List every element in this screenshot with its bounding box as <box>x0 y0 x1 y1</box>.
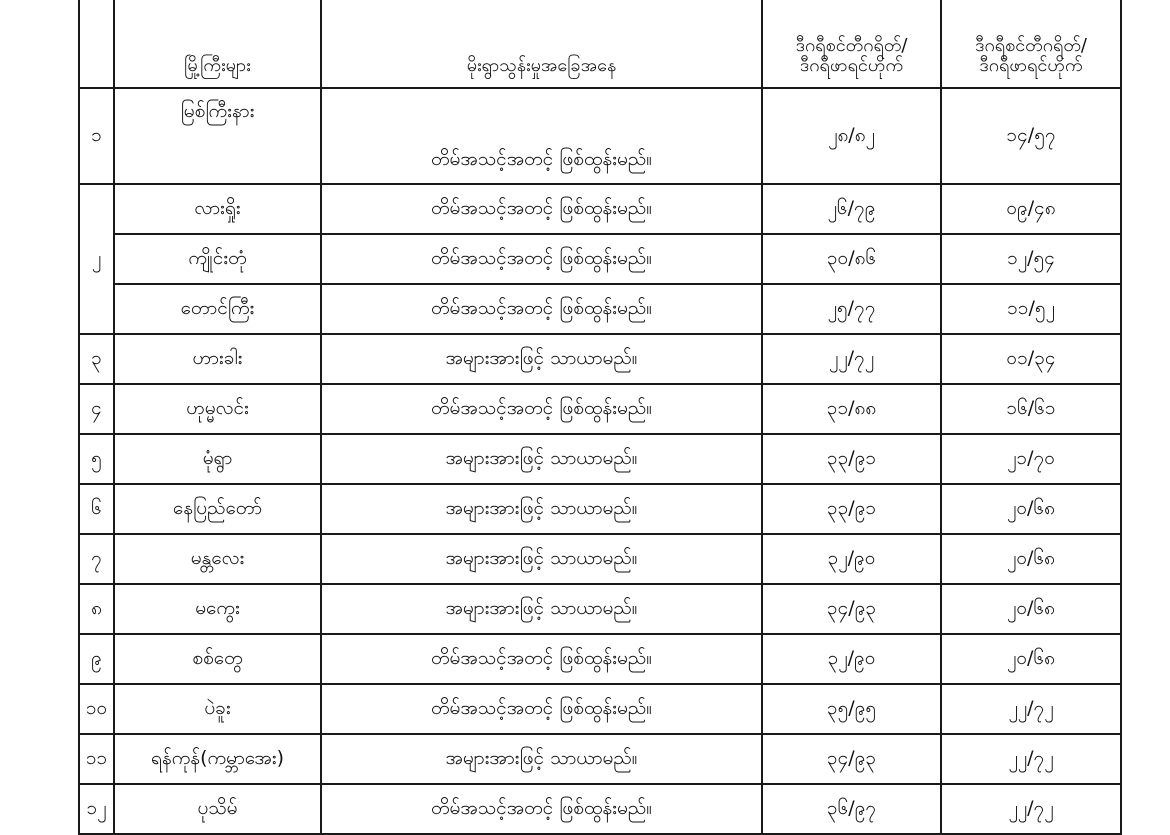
max-temp: ၃၂/၉၀ <box>762 634 941 684</box>
table-row <box>79 234 1121 284</box>
max-temp: ၃၁/၈၈ <box>762 384 941 434</box>
min-temp: ၁၄/၅၇ <box>941 88 1121 184</box>
max-temp: ၃၀/၈၆ <box>762 234 941 284</box>
forecast-text: တိမ်အသင့်အတင့် ဖြစ်ထွန်းမည်။ <box>321 684 762 734</box>
header-city: မြို့ကြီးများ <box>114 0 321 88</box>
city-name: ကျိုင်းတုံ <box>114 234 321 284</box>
header-max-unit-2: ဒီဂရီဖာရင်ဟိုက် <box>799 55 904 77</box>
min-temp: ၂၂/၇၂ <box>941 684 1121 734</box>
forecast-text: တိမ်အသင့်အတင့် ဖြစ်ထွန်းမည်။ <box>321 88 762 184</box>
table-row <box>79 584 1121 634</box>
max-temp: ၂၅/၇၇ <box>762 284 941 334</box>
forecast-text: အများအားဖြင့် သာယာမည်။ <box>321 734 762 784</box>
table-row <box>79 784 1121 834</box>
forecast-text: အများအားဖြင့် သာယာမည်။ <box>321 484 762 534</box>
min-temp: ၁၂/၅၄ <box>941 234 1121 284</box>
min-temp: ၂၂/၇၂ <box>941 784 1121 834</box>
min-temp: ၂၁/၇၀ <box>941 434 1121 484</box>
city-name: ရန်ကုန်(ကမ္ဘာအေး) <box>114 734 321 784</box>
max-temp: ၃၃/၉၁ <box>762 434 941 484</box>
row-number: ၄ <box>79 384 114 434</box>
table-row <box>79 434 1121 484</box>
min-temp: ၁၆/၆၁ <box>941 384 1121 434</box>
city-name: မုံရွာ <box>114 434 321 484</box>
city-name: တောင်ကြီး <box>114 284 321 334</box>
row-number: ၁ <box>79 88 114 184</box>
row-number: ၁၂ <box>79 784 114 834</box>
table-header-row <box>79 0 1121 88</box>
city-name: စစ်တွေ <box>114 634 321 684</box>
city-name: ဟုမ္မလင်း <box>114 384 321 434</box>
city-name: မြစ်ကြီးနား <box>114 88 321 184</box>
city-name: မန္တလေး <box>114 534 321 584</box>
max-temp: ၃၂/၉၀ <box>762 534 941 584</box>
forecast-text: အများအားဖြင့် သာယာမည်။ <box>321 434 762 484</box>
table-row <box>79 484 1121 534</box>
min-temp: ၀၉/၄၈ <box>941 184 1121 234</box>
min-temp: ၂၀/၆၈ <box>941 584 1121 634</box>
table-row <box>79 88 1121 184</box>
min-temp: ၁၁/၅၂ <box>941 284 1121 334</box>
city-name: ပုသိမ် <box>114 784 321 834</box>
max-temp: ၃၅/၉၅ <box>762 684 941 734</box>
max-temp: ၃၆/၉၇ <box>762 784 941 834</box>
table-row <box>79 384 1121 434</box>
row-number: ၉ <box>79 634 114 684</box>
forecast-text: တိမ်အသင့်အတင့် ဖြစ်ထွန်းမည်။ <box>321 634 762 684</box>
table-row <box>79 284 1121 334</box>
row-number: ၃ <box>79 334 114 384</box>
row-number: ၂ <box>79 184 114 334</box>
city-name: ဟားခါး <box>114 334 321 384</box>
max-temp: ၂၂/၇၂ <box>762 334 941 384</box>
row-number: ၁၁ <box>79 734 114 784</box>
min-temp: ၂၂/၇၂ <box>941 734 1121 784</box>
row-number: ၆ <box>79 484 114 534</box>
header-min-temp <box>941 0 1121 88</box>
forecast-text: အများအားဖြင့် သာယာမည်။ <box>321 334 762 384</box>
row-number: ၈ <box>79 584 114 634</box>
forecast-text: အများအားဖြင့် သာယာမည်။ <box>321 534 762 584</box>
max-temp: ၂၆/၇၉ <box>762 184 941 234</box>
table-row <box>79 534 1121 584</box>
min-temp: ၂၀/၆၈ <box>941 634 1121 684</box>
min-temp: ၀၁/၃၄ <box>941 334 1121 384</box>
row-number: ၁၀ <box>79 684 114 734</box>
table-row <box>79 634 1121 684</box>
header-max-unit-1: ဒီဂရီစင်တီဂရိတ်/ <box>795 34 908 56</box>
forecast-text: တိမ်အသင့်အတင့် ဖြစ်ထွန်းမည်။ <box>321 284 762 334</box>
city-name: လားရှိုး <box>114 184 321 234</box>
header-min-unit-2: ဒီဂရီဖာရင်ဟိုက် <box>979 55 1083 77</box>
header-forecast: မိုးရွာသွန်းမှုအခြေအနေ <box>321 0 762 88</box>
forecast-text: တိမ်အသင့်အတင့် ဖြစ်ထွန်းမည်။ <box>321 384 762 434</box>
row-number: ၇ <box>79 534 114 584</box>
table-row <box>79 184 1121 234</box>
table-row <box>79 334 1121 384</box>
table-row <box>79 684 1121 734</box>
city-name: ပဲခူး <box>114 684 321 734</box>
max-temp: ၂၈/၈၂ <box>762 88 941 184</box>
row-number: ၅ <box>79 434 114 484</box>
forecast-text: တိမ်အသင့်အတင့် ဖြစ်ထွန်းမည်။ <box>321 784 762 834</box>
city-name: နေပြည်တော် <box>114 484 321 534</box>
forecast-text: အများအားဖြင့် သာယာမည်။ <box>321 584 762 634</box>
forecast-text: တိမ်အသင့်အတင့် ဖြစ်ထွန်းမည်။ <box>321 234 762 284</box>
forecast-text: တိမ်အသင့်အတင့် ဖြစ်ထွန်းမည်။ <box>321 184 762 234</box>
header-min-unit-1: ဒီဂရီစင်တီဂရိတ်/ <box>975 34 1087 56</box>
weather-forecast-table <box>78 0 1122 835</box>
city-name: မကွေး <box>114 584 321 634</box>
max-temp: ၃၄/၉၃ <box>762 584 941 634</box>
header-max-temp <box>762 0 941 88</box>
min-temp: ၂၀/၆၈ <box>941 534 1121 584</box>
table-row <box>79 734 1121 784</box>
min-temp: ၂၀/၆၈ <box>941 484 1121 534</box>
max-temp: ၃၃/၉၁ <box>762 484 941 534</box>
header-number <box>79 0 114 88</box>
max-temp: ၃၄/၉၃ <box>762 734 941 784</box>
